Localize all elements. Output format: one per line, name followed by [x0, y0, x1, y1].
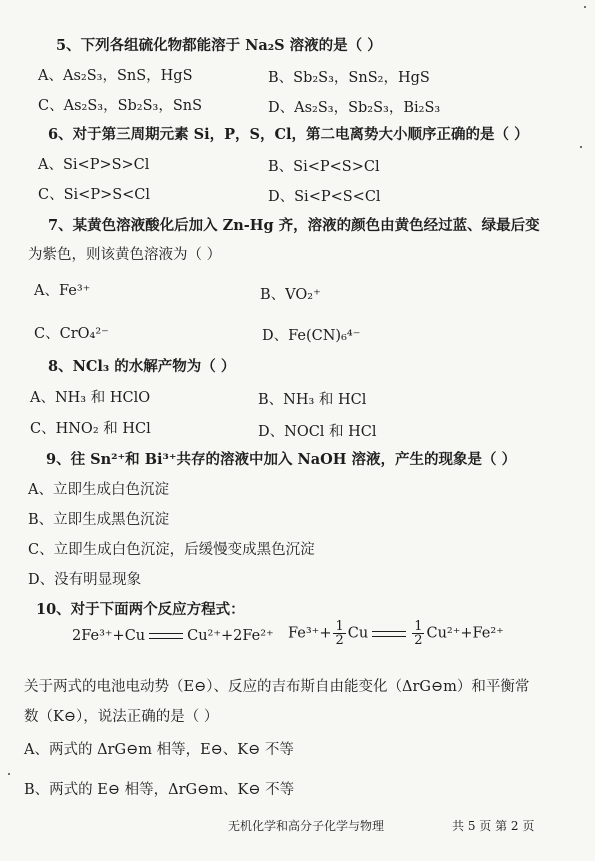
question-7-stem-line1: 7、某黄色溶液酸化后加入 Zn-Hg 齐，溶液的颜色由黄色经过蓝、绿最后变	[48, 217, 540, 234]
question-8-option-a: A、NH₃ 和 HClO	[30, 390, 151, 406]
fraction-numerator: 1	[335, 619, 344, 634]
question-9-option-a: A、立即生成白色沉淀	[28, 482, 169, 498]
question-5-option-a: A、As₂S₃，SnS，HgS	[38, 68, 193, 84]
question-10-desc-line2: 数（K⊖），说法正确的是（ ）	[24, 709, 219, 725]
question-10-stem: 10、对于下面两个反应方程式：	[36, 601, 245, 618]
fraction-denominator: 2	[335, 633, 344, 648]
equation-2-reactant-b: Cu	[347, 625, 369, 642]
footer-page-number: 共 5 页 第 2 页	[452, 819, 535, 833]
equilibrium-arrow-icon	[372, 630, 406, 638]
question-7-option-d: D、Fe(CN)₆⁴⁻	[262, 328, 361, 344]
equation-2-products: Cu²⁺+Fe²⁺	[426, 625, 504, 642]
equilibrium-arrow-icon	[149, 632, 183, 640]
question-8-option-c: C、HNO₂ 和 HCl	[30, 421, 151, 437]
question-8-stem: 8、NCl₃ 的水解产物为（ ）	[48, 358, 236, 375]
question-7-option-b: B、VO₂⁺	[260, 287, 321, 303]
half-fraction	[412, 620, 424, 647]
footer-subject: 无机化学和高分子化学与物理	[228, 819, 385, 833]
question-10-desc-line1: 关于两式的电池电动势（E⊖）、反应的吉布斯自由能变化（ΔrG⊖m）和平衡常	[24, 679, 530, 695]
question-5-option-c: C、As₂S₃，Sb₂S₃，SnS	[38, 98, 203, 114]
equation-2	[288, 620, 504, 647]
equation-2-reactant-a: Fe³⁺+	[288, 625, 332, 642]
question-5-stem: 5、下列各组硫化物都能溶于 Na₂S 溶液的是（ ）	[56, 37, 382, 54]
equation-1	[72, 628, 274, 644]
question-9-stem: 9、往 Sn²⁺和 Bi³⁺共存的溶液中加入 NaOH 溶液，产生的现象是（ ）	[46, 451, 517, 468]
scan-speck	[584, 6, 586, 8]
question-10-option-a: A、两式的 ΔrG⊖m 相等，E⊖、K⊖ 不等	[24, 742, 294, 758]
scan-speck	[580, 146, 582, 148]
question-7-stem-line2: 为紫色，则该黄色溶液为（ ）	[28, 247, 222, 263]
question-6-option-c: C、Si<P>S<Cl	[38, 187, 151, 203]
question-6-option-d: D、Si<P<S<Cl	[268, 189, 381, 205]
question-7-option-c: C、CrO₄²⁻	[34, 326, 109, 342]
half-fraction	[333, 620, 345, 647]
question-9-option-c: C、立即生成白色沉淀，后缓慢变成黑色沉淀	[28, 542, 315, 558]
question-9-option-d: D、没有明显现象	[28, 572, 142, 588]
question-7-option-a: A、Fe³⁺	[34, 283, 91, 299]
question-6-option-a: A、Si<P>S>Cl	[38, 157, 150, 173]
question-5-option-d: D、As₂S₃，Sb₂S₃，Bi₂S₃	[268, 100, 441, 116]
question-8-option-b: B、NH₃ 和 HCl	[258, 392, 367, 408]
equation-1-products: Cu²⁺+2Fe²⁺	[187, 628, 274, 644]
question-6-option-b: B、Si<P<S>Cl	[268, 159, 380, 175]
question-6-stem: 6、对于第三周期元素 Si，P，S，Cl，第二电离势大小顺序正确的是（ ）	[48, 126, 529, 143]
scan-speck	[8, 773, 10, 775]
question-8-option-d: D、NOCl 和 HCl	[258, 424, 377, 440]
question-10-option-b: B、两式的 E⊖ 相等，ΔrG⊖m、K⊖ 不等	[24, 782, 295, 798]
question-9-option-b: B、立即生成黑色沉淀	[28, 512, 170, 528]
equation-1-reactants: 2Fe³⁺+Cu	[72, 628, 146, 644]
question-5-option-b: B、Sb₂S₃，SnS₂，HgS	[268, 70, 430, 86]
fraction-denominator: 2	[414, 633, 423, 648]
fraction-numerator: 1	[414, 619, 423, 634]
